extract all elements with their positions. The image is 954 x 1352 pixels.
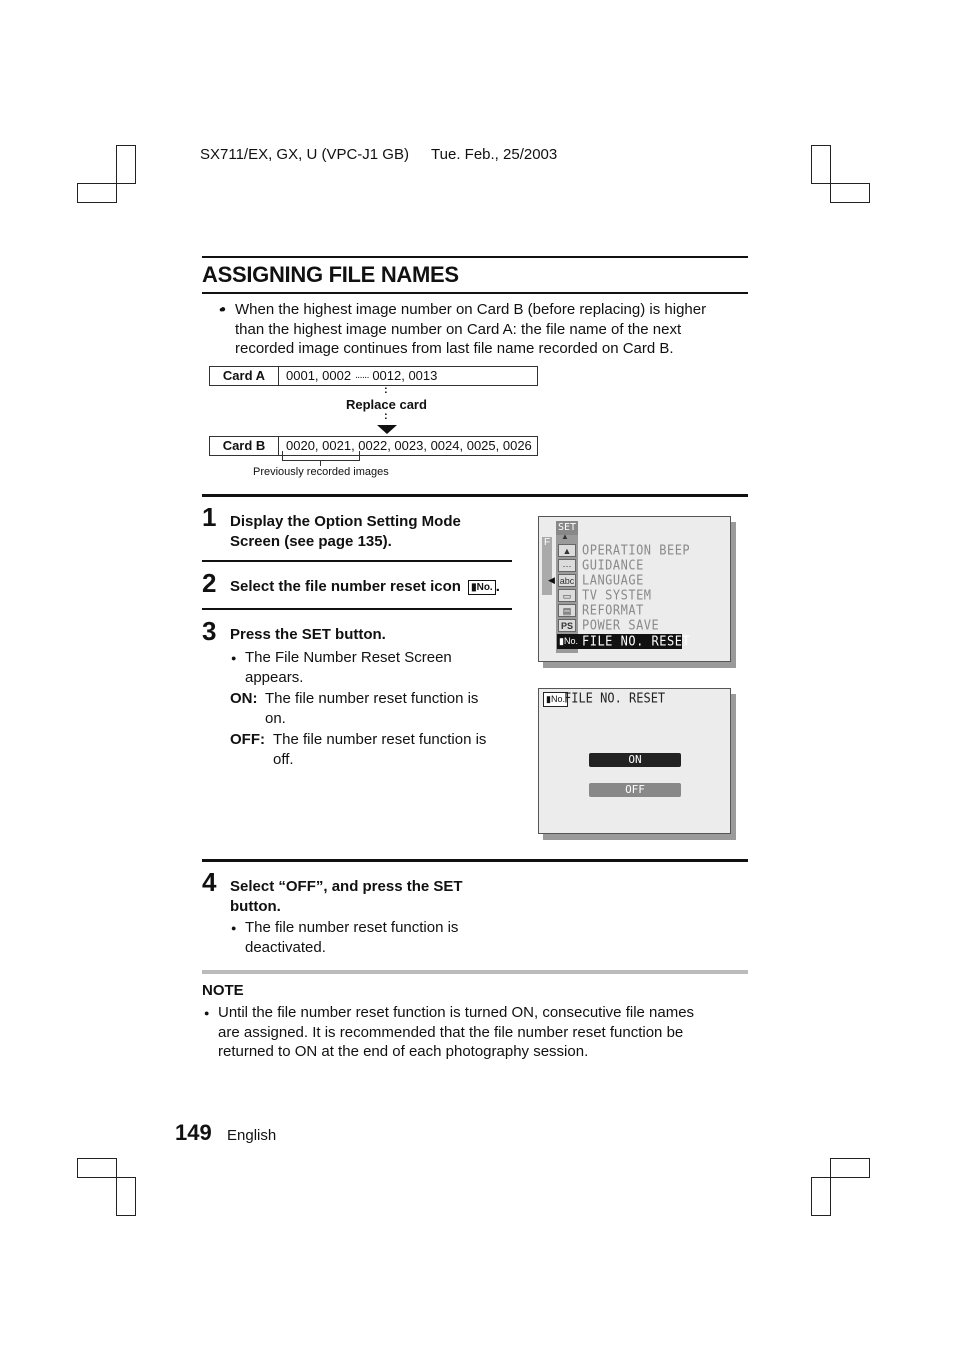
set-tab: SET: [557, 522, 577, 533]
crop-mark: [77, 1158, 117, 1178]
header-date: Tue. Feb., 25/2003: [431, 146, 558, 163]
step-rule: [202, 608, 512, 610]
page-title: ASSIGNING FILE NAMES: [202, 262, 459, 287]
title-bottom-rule: [202, 292, 748, 294]
file-number-reset-screen: [538, 688, 731, 834]
screen-title: FILE NO. RESET: [564, 690, 666, 706]
step-1-line: Screen (see page 135).: [230, 532, 392, 550]
bullet-dot: ●: [204, 1008, 210, 1018]
title-top-rule: [202, 256, 748, 258]
icon-no-text: No.: [550, 694, 565, 704]
menu-item-file-no-reset: FILE NO. RESET: [582, 633, 691, 649]
step-3-bullet: [245, 648, 452, 687]
page-number: 149: [175, 1120, 212, 1145]
card-a-pre: 0001, 0002: [286, 368, 352, 383]
bullet-dot: ●: [231, 653, 237, 663]
crop-mark: [116, 1177, 136, 1216]
step-number: 4: [202, 867, 217, 897]
power-save-icon: PS: [558, 619, 576, 632]
on-description: [265, 689, 478, 728]
option-setting-screen: [538, 516, 731, 662]
note-rule: [202, 970, 748, 974]
intro-line: recorded image continues from last file name recorded on Card B.: [235, 340, 674, 357]
off-label: OFF:: [230, 731, 265, 748]
step-4-line: Select “OFF”, and press the SET: [230, 878, 463, 895]
step-3-bullet-line: The File Number Reset Screen: [245, 649, 452, 666]
beep-icon: ▲: [558, 544, 576, 557]
step-3-bullet-line: appears.: [245, 668, 304, 686]
intro-line: When the highest image number on Card B (before replacing) is higher: [235, 301, 707, 318]
step-4-line: button.: [230, 897, 281, 915]
card-b-label: Card B: [209, 436, 279, 456]
guidance-icon: ⋯: [558, 559, 576, 572]
tv-icon: ▭: [558, 589, 576, 602]
on-option: ON: [589, 753, 681, 767]
card-a-post: 0012, 0013: [372, 368, 438, 383]
step-4-bullet: [245, 918, 458, 957]
on-desc-line: The file number reset function is: [265, 690, 479, 707]
step-2-period: .: [495, 578, 500, 595]
step-1-line: Display the Option Setting Mode: [230, 513, 461, 530]
on-desc-line: on.: [265, 709, 286, 727]
icon-no-text: No.: [563, 636, 578, 646]
off-description: [273, 730, 486, 769]
note-line: returned to ON at the end of each photography session.: [218, 1043, 589, 1060]
step-1-text: [230, 512, 461, 551]
step-rule: [202, 560, 512, 562]
off-option: OFF: [589, 783, 681, 797]
step-3-text: Press the SET button.: [230, 626, 386, 643]
step-number: 1: [202, 502, 217, 532]
card-a-dots: ······: [354, 372, 369, 383]
note-heading: NOTE: [202, 982, 244, 999]
menu-item-tv-system: TV SYSTEM: [582, 587, 652, 603]
bracket-line: [282, 451, 360, 461]
step-number: 2: [202, 568, 217, 598]
step-rule: [202, 859, 748, 862]
file-number-icon: ▮No.: [543, 692, 568, 707]
previously-recorded-label: Previously recorded images: [253, 466, 389, 478]
step-4-bullet-line: deactivated.: [245, 938, 326, 956]
bullet-dot: ●: [219, 305, 224, 314]
card-a-values: [278, 366, 538, 386]
off-desc-line: off.: [273, 750, 294, 768]
card-a-label: Card A: [209, 366, 279, 386]
note-text: [218, 1003, 748, 1062]
step-2-label: Select the file number reset icon: [230, 578, 461, 595]
step-4-bullet-line: The file number reset function is: [245, 919, 459, 936]
crop-mark: [830, 1158, 870, 1178]
replace-card-label: Replace card: [346, 397, 427, 412]
intro-line: than the highest image number on Card A: the file name of the next: [235, 320, 682, 338]
step-4-text: [230, 877, 463, 916]
file-number-icon: ▮No.: [468, 580, 496, 595]
intro-bullet: [235, 300, 755, 359]
menu-item-reformat: REFORMAT: [582, 602, 644, 618]
dotted-connector: :: [384, 410, 388, 422]
menu-item-power-save: POWER SAVE: [582, 617, 660, 633]
footer-language: English: [227, 1127, 277, 1144]
down-arrow-icon: [377, 425, 397, 435]
on-label: ON:: [230, 690, 258, 707]
file-number-icon: ▮No.: [559, 636, 578, 646]
menu-item-language: LANGUAGE: [582, 572, 644, 588]
crop-mark: [811, 1177, 831, 1216]
off-desc-line: The file number reset function is: [273, 731, 487, 748]
crop-mark: [830, 183, 870, 203]
step-number: 3: [202, 616, 217, 646]
crop-mark: [77, 183, 117, 203]
bullet-dot: ●: [231, 923, 237, 933]
crop-mark: [116, 145, 136, 184]
language-icon: abc: [559, 576, 575, 586]
icon-no-text: No.: [476, 582, 493, 593]
f-tab: F: [542, 537, 552, 595]
left-arrow-icon: ◀: [548, 575, 555, 585]
note-line: are assigned. It is recommended that the file number reset function be: [218, 1023, 684, 1041]
crop-mark: [811, 145, 831, 184]
up-arrow-icon: ▲: [561, 532, 569, 541]
card-b-values: 0020, 0021, 0022, 0023, 0024, 0025, 0026: [278, 436, 538, 456]
step-2-text: [230, 577, 500, 597]
reformat-icon: ▤: [558, 604, 576, 617]
document-header: [200, 146, 557, 163]
dotted-connector: :: [384, 384, 388, 396]
menu-item-guidance: GUIDANCE: [582, 557, 644, 573]
model-id: SX711/EX, GX, U (VPC-J1 GB): [200, 146, 409, 163]
menu-item-operation-beep: OPERATION BEEP: [582, 542, 691, 558]
step-rule: [202, 494, 748, 497]
note-line: Until the file number reset function is turned ON, consecutive file names: [218, 1004, 695, 1021]
